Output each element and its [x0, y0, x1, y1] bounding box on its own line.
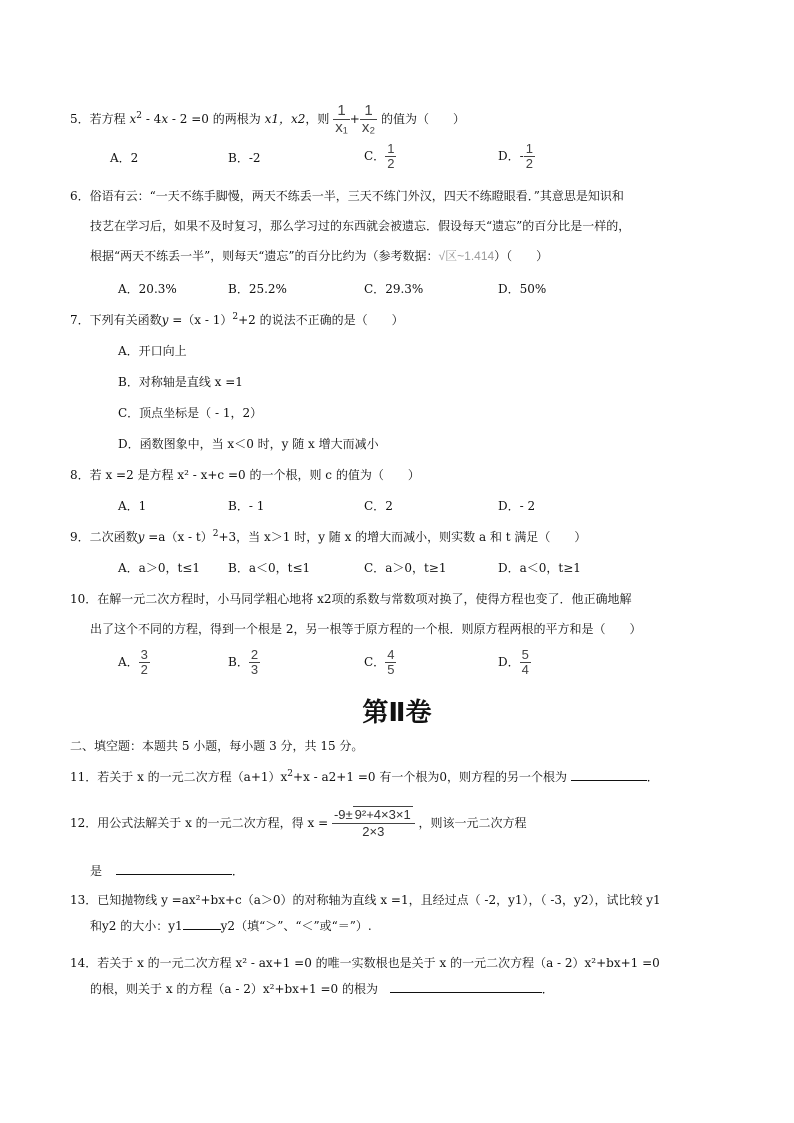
- q7-option-b: B．对称轴是直线 x =1: [118, 375, 243, 389]
- q9-option-c: C．a＞0，t≥1: [364, 561, 447, 575]
- q6-line3: 根据“两天不练丢一半”，则每天“遗忘”的百分比约为（参考数据：√区~1.414）（ ）: [90, 249, 549, 263]
- q6-option-a: A．20.3%: [118, 282, 177, 296]
- q6-option-d: D．50%: [498, 282, 547, 296]
- q9-stem: 9．二次函数y =a（x - t）$^2$+3，当 x＞1 时，y 随 x 的增大而减小，则实数 a 和 t 满足（ ）: [70, 529, 587, 544]
- q5-fraction-1: $\frac{1}{\text{x₁}}$: [335, 102, 348, 136]
- q5-option-c: C． $\frac{1}{2}$: [364, 141, 395, 171]
- q8-option-b: B．- 1: [228, 499, 265, 513]
- q14-line1: 14．若关于 x 的一元二次方程 x² - ax+1 =0 的唯一实数根也是关于 x 的一元二次方程（a - 2）x²+bx+1 =0: [70, 956, 660, 970]
- q6-line1: 6．俗语有云：“一天不练手脚慢，两天不练丢一半，三天不练门外汉，四天不练瞪眼看．”其意思是知识和: [70, 189, 624, 203]
- q5-option-d: D．- $\frac{1}{2}$: [498, 141, 533, 171]
- q6-line2: 技艺在学习后，如果不及时复习，那么学习过的东西就会被遗忘．假设每天“遗忘”的百分比是一样的，: [90, 219, 631, 233]
- q12-line2: 是 ．: [90, 864, 244, 878]
- q8-option-d: D．- 2: [498, 499, 536, 513]
- section2-header: 二、填空题：本题共 5 小题，每小题 3 分，共 15 分。: [70, 739, 364, 753]
- q10-line2: 出了这个不同的方程，得到一个根是 2，另一根等于原方程的一个根．则原方程两根的平方和是（ ）: [90, 622, 642, 636]
- q8-option-a: A．1: [118, 499, 147, 513]
- q5-fraction-2: $\frac{1}{\text{x₂}}$: [361, 102, 376, 136]
- q9-option-d: D．a＜0，t≥1: [498, 561, 581, 575]
- q6-option-c: C．29.3%: [364, 282, 424, 296]
- q12-formula: $\frac{\text{-9± 9²+4×3×1}}{2\times 3}$: [332, 806, 415, 840]
- q5-stem: 5．若方程 $x^2 - 4x - 2 =0$ 的两根为 x1，x2，则 $\frac{1}{\text{x₁}}$ + $\frac{1}{\text{x₂}}$ 的值为（ ）: [70, 102, 466, 136]
- q10-line1: 10．在解一元二次方程时，小马同学粗心地将 x2项的系数与常数项对换了，使得方程也变了．他正确地解: [70, 592, 632, 606]
- q13-answer-blank[interactable]: [183, 917, 221, 930]
- q13-line1: 13．已知抛物线 y =ax²+bx+c（a＞0）的对称轴为直线 x =1，且经过点（ -2，y1），（ -3，y2），试比较 y1: [70, 893, 661, 907]
- q7-option-a: A．开口向上: [118, 344, 187, 358]
- q8-stem: 8．若 x =2 是方程 x² - x+c =0 的一个根，则 c 的值为（ ）: [70, 468, 420, 482]
- q11-stem: 11．若关于 x 的一元二次方程$(a+1)x^2+x - a2+1 =0$ 有一个根为0，则方程的另一个根为 ．: [70, 769, 659, 784]
- q10-option-c: C． $\frac{4}{5}$: [364, 647, 395, 677]
- q12-stem: 12．用公式法解关于 x 的一元二次方程，得 x = $\frac{\text{-9± 9²+4×3×1}}{2\times 3}$ ，则该一元二次方程: [70, 807, 527, 839]
- q10-option-a: A． $\frac{3}{2}$: [118, 647, 148, 677]
- q5-option-b: B．-2: [228, 151, 261, 165]
- q11-answer-blank[interactable]: [571, 768, 647, 781]
- q6-option-b: B．25.2%: [228, 282, 287, 296]
- q9-option-a: A．a＞0，t≤1: [118, 561, 200, 575]
- q8-option-c: C．2: [364, 499, 393, 513]
- q10-option-d: D． $\frac{5}{4}$: [498, 647, 529, 677]
- q12-answer-blank[interactable]: [116, 862, 232, 875]
- q14-answer-blank[interactable]: [390, 980, 542, 993]
- q13-line2: 和y2 的大小：y1 y2（填“＞”、“＜”或“＝”）.: [90, 919, 372, 933]
- q14-line2: 的根，则关于 x 的方程（a - 2）x²+bx+1 =0 的根为 ．: [90, 982, 554, 996]
- q6-reference-value: √区~1.414: [438, 249, 495, 263]
- q9-option-b: B．a＜0，t≤1: [228, 561, 311, 575]
- q10-option-b: B． $\frac{2}{3}$: [228, 647, 259, 677]
- section-title: 第Ⅱ卷: [362, 698, 432, 728]
- q7-stem: 7．下列有关函数y =（x - 1）$^2$+2 的说法不正确的是（ ）: [70, 312, 404, 327]
- q7-option-c: C．顶点坐标是（ - 1，2）: [118, 406, 263, 420]
- q7-option-d: D．函数图象中，当 x＜0 时，y 随 x 增大而减小: [118, 437, 379, 451]
- q5-option-a: A．2: [110, 151, 139, 165]
